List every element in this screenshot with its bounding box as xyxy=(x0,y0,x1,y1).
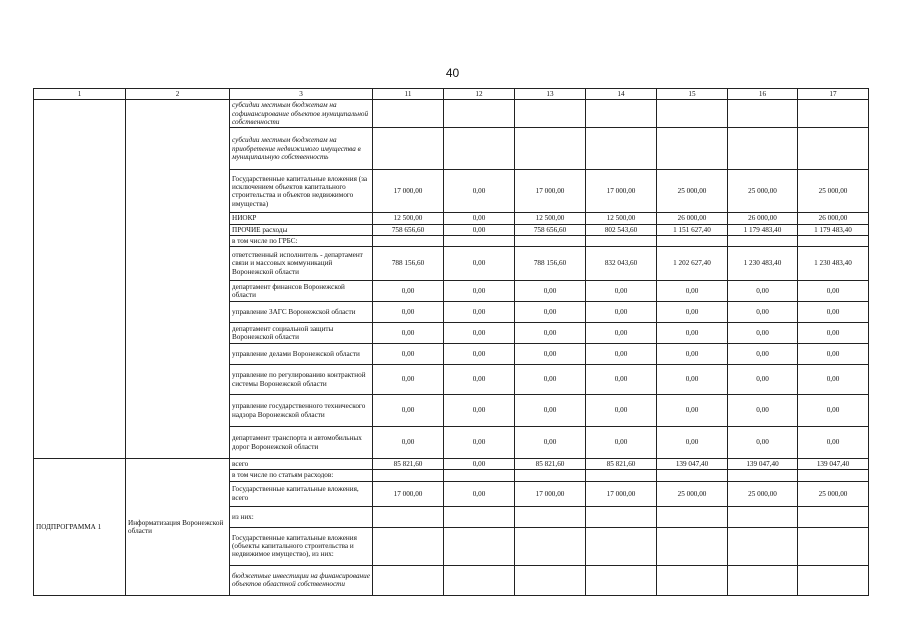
value-cell xyxy=(444,128,515,170)
value-cell: 25 000,00 xyxy=(657,170,728,213)
value-cell: 17 000,00 xyxy=(515,170,586,213)
value-cell xyxy=(798,128,869,170)
value-cell: 25 000,00 xyxy=(657,481,728,506)
row-label: Государственные капитальные вложения (за исключением объектов капитального строительства и объектов недвижимого имущества) xyxy=(230,170,373,213)
value-cell: 17 000,00 xyxy=(373,170,444,213)
value-cell: 0,00 xyxy=(728,427,798,459)
row-label: в том числе по статьям расходов: xyxy=(230,470,373,481)
value-cell xyxy=(798,527,869,565)
value-cell: 0,00 xyxy=(586,427,657,459)
header-cell: 1 xyxy=(34,89,126,100)
value-cell: 0,00 xyxy=(444,323,515,344)
row-label: субсидии местным бюджетам на софинансирование объектов муниципальной собственности xyxy=(230,100,373,128)
header-row xyxy=(34,89,869,100)
value-cell xyxy=(657,506,728,527)
value-cell: 0,00 xyxy=(515,365,586,395)
value-cell: 0,00 xyxy=(586,281,657,302)
value-cell xyxy=(515,128,586,170)
value-cell: 0,00 xyxy=(515,427,586,459)
header-cell: 16 xyxy=(728,89,798,100)
value-cell: 0,00 xyxy=(798,281,869,302)
value-cell xyxy=(728,235,798,246)
value-cell xyxy=(728,506,798,527)
value-cell: 0,00 xyxy=(728,365,798,395)
value-cell: 0,00 xyxy=(515,323,586,344)
value-cell: 0,00 xyxy=(657,365,728,395)
header-cell: 12 xyxy=(444,89,515,100)
table-row xyxy=(34,100,869,128)
value-cell: 0,00 xyxy=(515,344,586,365)
row-label: НИОКР xyxy=(230,213,373,224)
value-cell: 758 656,60 xyxy=(515,224,586,235)
value-cell: 0,00 xyxy=(586,395,657,427)
row-label: Государственные капитальные вложения (объекты капитального строительства и недвижимое имущество), из них: xyxy=(230,527,373,565)
row-label: управление государственного технического надзора Воронежской области xyxy=(230,395,373,427)
value-cell xyxy=(586,235,657,246)
row-label: из них: xyxy=(230,506,373,527)
value-cell xyxy=(586,527,657,565)
value-cell xyxy=(728,565,798,595)
value-cell: 0,00 xyxy=(373,395,444,427)
value-cell: 85 821,60 xyxy=(515,459,586,470)
value-cell: 0,00 xyxy=(657,281,728,302)
value-cell: 26 000,00 xyxy=(728,213,798,224)
header-cell: 17 xyxy=(798,89,869,100)
value-cell: 1 179 483,40 xyxy=(798,224,869,235)
value-cell xyxy=(373,506,444,527)
value-cell xyxy=(586,565,657,595)
value-cell xyxy=(798,506,869,527)
value-cell: 0,00 xyxy=(586,344,657,365)
value-cell xyxy=(728,470,798,481)
row-label: ПРОЧИЕ расходы xyxy=(230,224,373,235)
value-cell xyxy=(515,506,586,527)
value-cell: 25 000,00 xyxy=(798,170,869,213)
header-cell: 2 xyxy=(126,89,230,100)
value-cell: 25 000,00 xyxy=(728,170,798,213)
value-cell xyxy=(586,506,657,527)
header-cell: 3 xyxy=(230,89,373,100)
row-label: департамент финансов Воронежской области xyxy=(230,281,373,302)
value-cell: 1 179 483,40 xyxy=(728,224,798,235)
value-cell xyxy=(728,128,798,170)
value-cell: 17 000,00 xyxy=(586,170,657,213)
value-cell: 1 202 627,40 xyxy=(657,247,728,281)
value-cell xyxy=(373,100,444,128)
value-cell: 0,00 xyxy=(444,302,515,323)
row-label: управление делами Воронежской области xyxy=(230,344,373,365)
value-cell xyxy=(444,470,515,481)
row-label: управление ЗАГС Воронежской области xyxy=(230,302,373,323)
value-cell xyxy=(444,100,515,128)
value-cell: 25 000,00 xyxy=(728,481,798,506)
value-cell: 0,00 xyxy=(657,302,728,323)
value-cell xyxy=(373,565,444,595)
value-cell: 0,00 xyxy=(515,281,586,302)
row-label: Государственные капитальные вложения, всего xyxy=(230,481,373,506)
row-label: ответственный исполнитель - департамент связи и массовых коммуникаций Воронежской области xyxy=(230,247,373,281)
header-cell: 11 xyxy=(373,89,444,100)
header-cell: 15 xyxy=(657,89,728,100)
value-cell: 0,00 xyxy=(444,459,515,470)
value-cell: 0,00 xyxy=(444,213,515,224)
value-cell: 0,00 xyxy=(373,302,444,323)
value-cell: 0,00 xyxy=(444,247,515,281)
header-cell: 14 xyxy=(586,89,657,100)
value-cell: 0,00 xyxy=(586,323,657,344)
row-label: бюджетные инвестиции на финансирование объектов областной собственности xyxy=(230,565,373,595)
value-cell xyxy=(586,128,657,170)
program-name-cell-empty xyxy=(126,100,230,459)
value-cell xyxy=(444,565,515,595)
value-cell xyxy=(798,100,869,128)
subprogram-name: Информатизация Воронежской области xyxy=(126,459,230,596)
value-cell: 0,00 xyxy=(373,365,444,395)
value-cell xyxy=(373,527,444,565)
value-cell xyxy=(444,506,515,527)
value-cell: 0,00 xyxy=(444,344,515,365)
row-label: всего xyxy=(230,459,373,470)
value-cell: 0,00 xyxy=(515,302,586,323)
value-cell xyxy=(728,527,798,565)
row-label: в том числе по ГРБС: xyxy=(230,235,373,246)
value-cell: 0,00 xyxy=(728,323,798,344)
value-cell xyxy=(657,100,728,128)
value-cell: 0,00 xyxy=(728,281,798,302)
header-cell: 13 xyxy=(515,89,586,100)
value-cell: 1 230 483,40 xyxy=(728,247,798,281)
value-cell: 0,00 xyxy=(373,427,444,459)
value-cell xyxy=(657,565,728,595)
value-cell: 17 000,00 xyxy=(515,481,586,506)
value-cell xyxy=(586,100,657,128)
value-cell: 139 047,40 xyxy=(798,459,869,470)
value-cell: 0,00 xyxy=(798,302,869,323)
value-cell: 0,00 xyxy=(444,427,515,459)
value-cell xyxy=(657,527,728,565)
value-cell: 0,00 xyxy=(586,365,657,395)
value-cell xyxy=(657,235,728,246)
value-cell: 758 656,60 xyxy=(373,224,444,235)
value-cell: 0,00 xyxy=(798,395,869,427)
value-cell xyxy=(515,235,586,246)
value-cell: 0,00 xyxy=(373,344,444,365)
value-cell xyxy=(444,527,515,565)
value-cell xyxy=(798,470,869,481)
value-cell: 0,00 xyxy=(728,344,798,365)
value-cell: 25 000,00 xyxy=(798,481,869,506)
value-cell: 0,00 xyxy=(798,323,869,344)
value-cell: 0,00 xyxy=(798,344,869,365)
value-cell xyxy=(373,470,444,481)
value-cell: 802 543,60 xyxy=(586,224,657,235)
value-cell: 0,00 xyxy=(586,302,657,323)
value-cell: 0,00 xyxy=(373,281,444,302)
row-label: управление по регулированию контрактной системы Воронежской области xyxy=(230,365,373,395)
value-cell: 139 047,40 xyxy=(728,459,798,470)
value-cell: 788 156,60 xyxy=(373,247,444,281)
value-cell: 12 500,00 xyxy=(515,213,586,224)
value-cell: 788 156,60 xyxy=(515,247,586,281)
value-cell xyxy=(798,235,869,246)
value-cell xyxy=(798,565,869,595)
value-cell: 12 500,00 xyxy=(373,213,444,224)
value-cell xyxy=(586,470,657,481)
value-cell: 17 000,00 xyxy=(373,481,444,506)
value-cell: 17 000,00 xyxy=(586,481,657,506)
value-cell: 85 821,60 xyxy=(586,459,657,470)
value-cell: 26 000,00 xyxy=(657,213,728,224)
value-cell: 12 500,00 xyxy=(586,213,657,224)
value-cell: 0,00 xyxy=(657,323,728,344)
value-cell: 0,00 xyxy=(657,395,728,427)
value-cell: 0,00 xyxy=(444,281,515,302)
value-cell: 26 000,00 xyxy=(798,213,869,224)
value-cell xyxy=(515,100,586,128)
value-cell xyxy=(444,235,515,246)
value-cell xyxy=(515,565,586,595)
value-cell: 1 151 627,40 xyxy=(657,224,728,235)
value-cell: 0,00 xyxy=(657,344,728,365)
row-label: департамент социальной защиты Воронежской области xyxy=(230,323,373,344)
value-cell: 0,00 xyxy=(798,427,869,459)
value-cell xyxy=(657,470,728,481)
value-cell: 139 047,40 xyxy=(657,459,728,470)
value-cell: 1 230 483,40 xyxy=(798,247,869,281)
value-cell: 0,00 xyxy=(728,302,798,323)
value-cell: 0,00 xyxy=(444,365,515,395)
program-cell-empty xyxy=(34,100,126,459)
value-cell: 0,00 xyxy=(728,395,798,427)
subprogram-label: ПОДПРОГРАММА 1 xyxy=(34,459,126,596)
budget-table xyxy=(33,88,869,596)
value-cell: 0,00 xyxy=(444,481,515,506)
row-label: субсидии местным бюджетам на приобретение недвижимого имущества в муниципальную собственность xyxy=(230,128,373,170)
value-cell: 85 821,60 xyxy=(373,459,444,470)
value-cell xyxy=(515,527,586,565)
value-cell xyxy=(657,128,728,170)
value-cell: 0,00 xyxy=(657,427,728,459)
value-cell: 0,00 xyxy=(798,365,869,395)
value-cell: 832 043,60 xyxy=(586,247,657,281)
value-cell xyxy=(373,128,444,170)
row-label: департамент транспорта и автомобильных дорог Воронежской области xyxy=(230,427,373,459)
value-cell: 0,00 xyxy=(444,395,515,427)
value-cell: 0,00 xyxy=(444,170,515,213)
value-cell: 0,00 xyxy=(444,224,515,235)
value-cell xyxy=(728,100,798,128)
value-cell xyxy=(515,470,586,481)
table-row xyxy=(34,459,869,470)
value-cell xyxy=(373,235,444,246)
value-cell: 0,00 xyxy=(373,323,444,344)
page-number: 40 xyxy=(445,66,460,80)
value-cell: 0,00 xyxy=(515,395,586,427)
